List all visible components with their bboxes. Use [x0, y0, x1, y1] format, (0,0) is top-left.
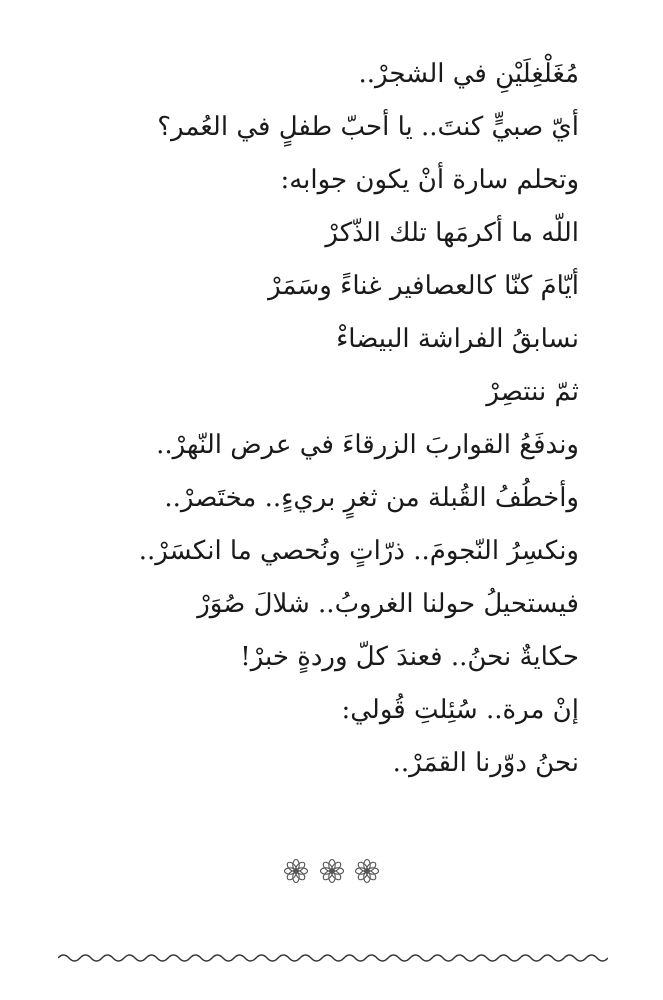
- wavy-divider: [58, 948, 608, 968]
- section-ornament: [0, 858, 663, 888]
- rosette-icon: [319, 858, 345, 884]
- poem-line: ثمّ ننتصِرْ: [486, 377, 579, 407]
- poem-line: أيّامَ كنّا كالعصافير غناءً وسَمَرْ: [268, 271, 579, 301]
- rosette-icon: [283, 858, 309, 884]
- poem-text: [59, 48, 579, 790]
- poem-line: وأخطُفُ القُبلة من ثغرٍ بريءٍ.. مختَصرْ..: [164, 483, 579, 513]
- poem-line: فيستحيلُ حولنا الغروبُ.. شلالَ صُوَرْ: [197, 589, 579, 619]
- poem-line: وتحلم سارة أنْ يكون جوابه:: [280, 165, 579, 195]
- poem-line: أيّ صبيٍّ كنتَ.. يا أحبّ طفلٍ في العُمر؟: [157, 112, 579, 142]
- wavy-divider-line: [58, 955, 608, 961]
- poem-line: حكايةٌ نحنُ.. فعندَ كلّ وردةٍ خبرْ!: [240, 642, 579, 672]
- poem-line: اللّه ما أكرمَها تلك الذّكرْ: [325, 218, 579, 248]
- poem-line: وندفَعُ القواربَ الزرقاءَ في عرض النّهرْ..: [156, 430, 579, 460]
- poem-line: مُغَلْغِلَيْنِ في الشجرْ..: [358, 59, 579, 89]
- poem-line: نحنُ دوّرنا القمَرْ..: [392, 748, 579, 778]
- poem-line: نسابقُ الفراشة البيضاءْ: [336, 324, 579, 354]
- poem-line: ونكسِرُ النّجومَ.. ذرّاتٍ ونُحصي ما انكسَرْ..: [138, 536, 579, 566]
- poem-line: إنْ مرة.. سُئِلتِ قُولي:: [341, 695, 579, 725]
- rosette-icon: [354, 858, 380, 884]
